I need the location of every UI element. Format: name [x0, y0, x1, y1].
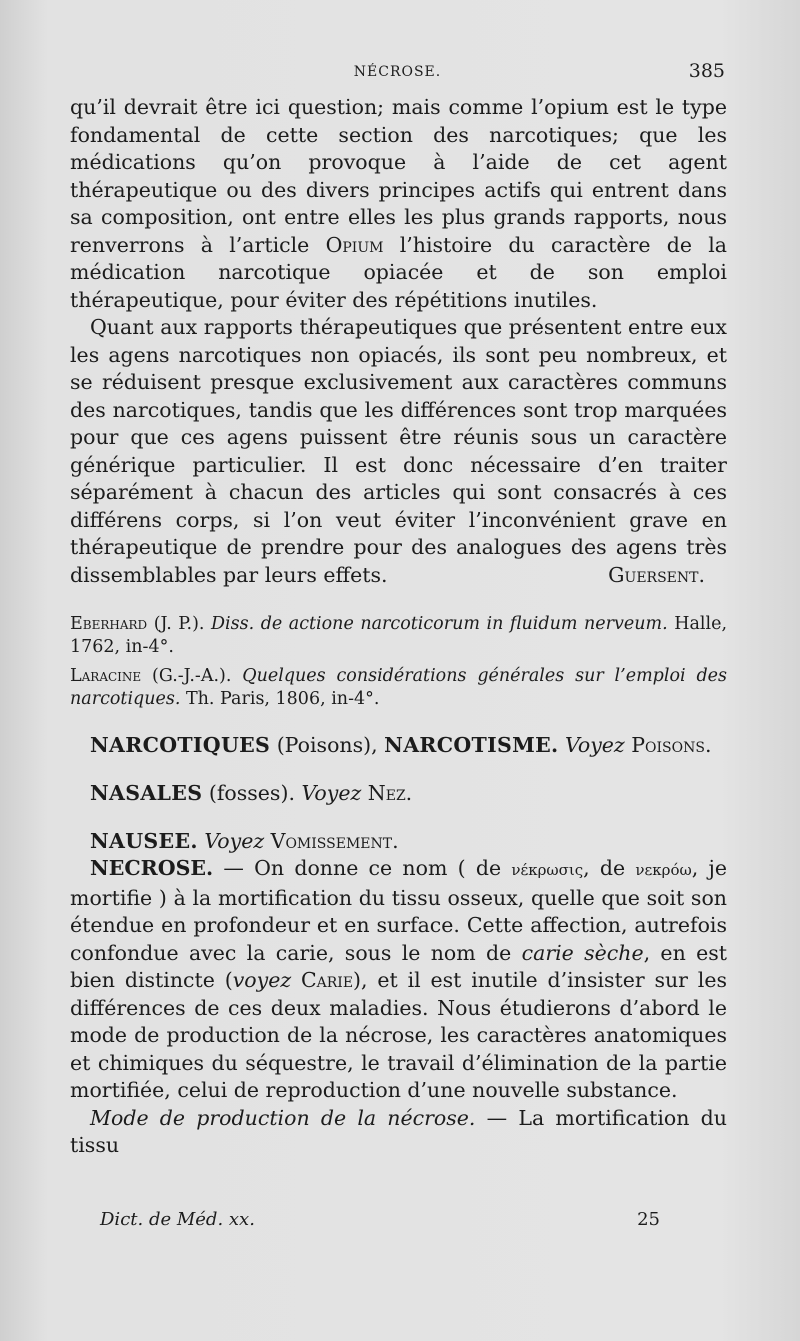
author-signature: Guersent.: [608, 562, 705, 587]
running-title: NÉCROSE.: [353, 64, 442, 80]
necrose-text: — On donne ce nom ( de: [213, 856, 512, 880]
cross-reference: Vomissement.: [270, 829, 399, 853]
subsection-start: [70, 1105, 727, 1160]
para1-text-b: l’histoire du caractère de la médication narcotique opiacée et de son emploi thérapeutique, pour éviter des répétitions inutiles.: [70, 232, 728, 312]
running-header: [70, 60, 725, 86]
biblio-imprint: Halle, 1762, in-4°.: [70, 614, 728, 657]
voyez-label: voyez: [232, 968, 292, 992]
entry-term: NARCOTIQUES: [90, 733, 271, 757]
biblio-title: Quelques considérations générales sur l’emploi des narcotiques.: [70, 666, 727, 709]
voyez-label: Voyez: [558, 733, 632, 757]
entry-term: NAUSEE.: [90, 829, 198, 853]
paragraph-therapeutic-relations: [70, 314, 727, 589]
entry-term: NASALES: [90, 781, 203, 805]
page-number: 385: [688, 60, 725, 82]
entry-qualifier: (fosses).: [202, 781, 302, 805]
voyez-label: Voyez: [301, 781, 368, 805]
entry-term-2: NARCOTISME.: [384, 733, 559, 757]
main-text: [70, 94, 727, 1160]
entry-necrose: [70, 855, 727, 1105]
entry-nasales: [70, 779, 727, 807]
subsection-text: — La mortification du tissu: [70, 1105, 727, 1157]
entry-qualifier: (Poisons),: [270, 733, 385, 757]
cross-reference: Poisons.: [631, 733, 712, 757]
biblio-entry: [70, 665, 727, 711]
para1-text-a: qu’il devrait être ici question; mais comme l’opium est le type fondamental de cette section des narcotiques; que les médications qu’on provoque à l’aide de cet agent thérapeutique ou des divers principes actifs qui entrent dans sa composition, ont entre elles les plus grands rapports, nous renverrons à l’article: [70, 95, 727, 257]
entry-nausee: [70, 827, 727, 855]
footer-signature-line: [100, 1209, 660, 1230]
necrose-text: , de: [583, 856, 636, 880]
biblio-initials: (J. P.).: [147, 614, 212, 634]
paragraph-continued: [70, 94, 727, 314]
para2-text: Quant aux rapports thérapeutiques que présentent entre eux les agens narcotiques non opiacés, ils sont peu nombreux, et se réduisent presque exclusivement aux caractères communs des narcotiques, tandis que les différences sont trop marquées pour que ces agens puissent être réunis sous un caractère générique particulier. Il est donc nécessaire d’en traiter séparément à chacun des articles qui sont consacrés à ces différens corps, si l’on veut éviter l’inconvénient grave en thérapeutique de prendre pour des analogues des agens très dissemblables par leurs effets.: [70, 315, 727, 587]
necrose-text: , je mortifie ) à la mortification du tissu osseux, quelle que soit son étendue en profondeur et en surface. Cette affection, autrefois confondue avec la carie, sous le nom de: [70, 856, 727, 965]
biblio-author: Eberhard: [70, 614, 148, 634]
bibliography: [70, 613, 727, 711]
necrose-text: , en est bien distincte (: [70, 940, 727, 992]
biblio-title: Diss. de actione narcoticorum in fluidum nerveum.: [211, 614, 668, 634]
opium-reference: Opium: [325, 232, 384, 257]
subsection-title: Mode de production de la nécrose.: [90, 1105, 476, 1130]
carie-seche-term: carie sèche: [521, 940, 644, 965]
biblio-author: Laracine: [70, 666, 142, 686]
biblio-entry: [70, 613, 727, 659]
greek-word: νεκρόω: [635, 861, 692, 879]
greek-word: νέκρωσις: [511, 861, 584, 879]
necrose-text: ), et il est inutile d’insister sur les différences de ces deux maladies. Nous étudierons d’abord le mode de production de la nécrose, les caractères anatomiques et chimiques du séquestre, le travail d’élimination de la partie mortifiée, celui de reproduction d’une nouvelle substance.: [70, 968, 728, 1102]
cross-reference: Nez.: [367, 781, 413, 805]
entry-narcotiques: [70, 731, 727, 759]
biblio-initials: (G.-J.-A.).: [141, 666, 243, 686]
voyez-label: Voyez: [197, 829, 271, 853]
signature-mark: Dict. de Méd. xx.: [100, 1209, 255, 1230]
cross-reference: Carie: [291, 968, 354, 992]
biblio-imprint: Th. Paris, 1806, in-4°.: [180, 689, 380, 709]
signature-number: 25: [637, 1209, 660, 1230]
entry-term: NECROSE.: [90, 856, 214, 880]
